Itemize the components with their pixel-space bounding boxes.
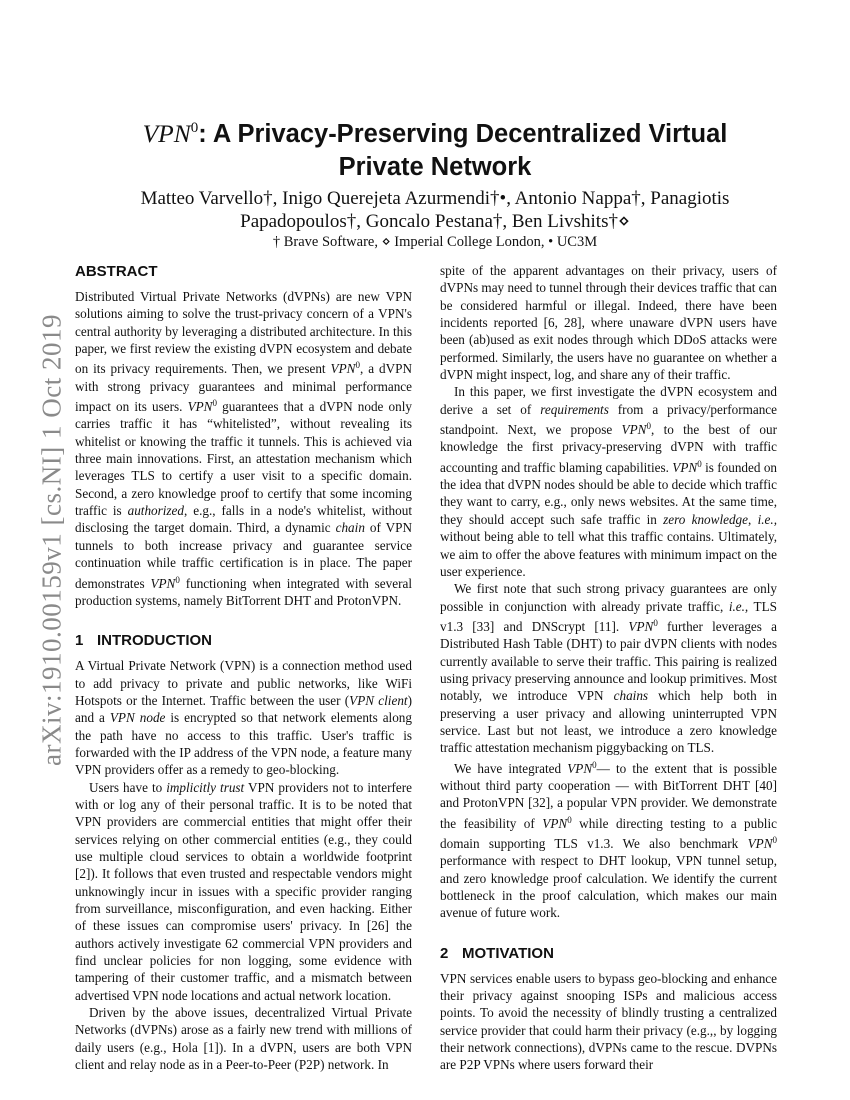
paper-title <box>85 112 785 184</box>
title-line1: : A Privacy-Preserving Decentralized Virtual <box>198 120 728 148</box>
vpn0-symbol: VPN$^0$ <box>187 398 217 415</box>
right-column <box>440 262 777 1074</box>
authors-line2: Papadopoulos†, Goncalo Pestana†, Ben Livshits†⋄ <box>240 211 630 232</box>
vpn0-symbol: VPN$^0$ <box>150 574 180 591</box>
abstract-heading: ABSTRACT <box>75 263 158 280</box>
vpn0-symbol: VPN$^0$ <box>672 458 702 475</box>
vpn0-symbol: VPN$^0$ <box>567 759 597 776</box>
vpn0-symbol: VPN$^0$ <box>330 360 360 377</box>
vpn0-symbol: VPN$^0$ <box>747 835 777 851</box>
affiliations: † Brave Software, ⋄ Imperial College London, • UC3M <box>272 234 598 250</box>
author-list <box>85 187 785 233</box>
authors-line1: Matteo Varvello†, Inigo Querejeta Azurmendi†•, Antonio Nappa†, Panagiotis <box>140 188 730 209</box>
vpn0-symbol: VPN$^0$ <box>628 617 658 634</box>
vpn0-symbol: VPN$^0$ <box>621 421 651 438</box>
intro-paragraph-1: A Virtual Private Network (VPN) is a connection method used to add privacy to private and public networks, like WiFi Hotspots or the Internet. Traffic between the user (VPN client) and a VPN node is encrypted so that network elements along the path have no access to this traffic. User's traffic is forwarded with the IP address of the VPN node, a feature many VPN providers offer as a remedy to geo-blocking. <box>75 658 412 778</box>
title-line2: Private Network <box>338 153 532 181</box>
intro-paragraph-3: Driven by the above issues, decentralized Virtual Private Networks (dVPNs) arose as a fairly new trend with millions of daily users (e.g., Hola [1]). In a dVPN, users are both VPN client and relay node as in a Peer-to-Peer (P2P) network. In <box>75 1005 412 1073</box>
motivation-heading: 2 MOTIVATION <box>440 944 554 962</box>
title-vpn-symbol: VPN$^0$ <box>142 119 199 148</box>
intro-paragraph-6: We first note that such strong privacy guarantees are only possible in conjunction with already private traffic, i.e., TLS v1.3 [33] and DNScrypt [11]. VPN$^0$ further leverages a Distributed Hash Table (DHT) to pair dVPN clients with nodes currently available to serve their traffic. This pairing is realized using privacy preserving announce and lookup primitives. Most notably, we introduce VPN chains which help both in preserving a user privacy and allowing uninterrupted VPN service. Last but not least, we introduce a zero knowledge traffic attestation mechanism piggybacking on TLS. <box>440 581 778 756</box>
arxiv-identifier-stamp: arXiv:1910.00159v1 [cs.NI] 1 Oct 2019 <box>36 314 67 766</box>
left-column <box>75 262 412 1073</box>
intro-paragraph-4: spite of the apparent advantages on their privacy, users of dVPNs may need to tunnel through their devices traffic that can be considered harmful or illegal. Indeed, there have been incidents reported [6, 28], where unaware dVPN users have been (ab)used as exit nodes through which DDoS attacks were performed. Similarly, the users have no guarantee on whether a dVPN might inspect, log, and share any of their traffic. <box>440 263 777 383</box>
vpn0-symbol: VPN$^0$ <box>542 814 572 831</box>
intro-paragraph-5: In this paper, we first investigate the dVPN ecosystem and derive a set of requirements from a privacy/performance standpoint. Next, we propose VPN$^0$, to the best of our knowledge the first privacy-preserving dVPN with traffic accounting and traffic blaming capabilities. VPN$^0$ is founded on the idea that dVPN nodes should be able to decide which traffic they want to carry, e.g., only news websites. At the same time, they should accept such safe traffic in zero knowledge, i.e., without being able to tell what this traffic contains. Ultimately, we aim to offer the above features with minimum impact on the user experience. <box>440 384 778 579</box>
intro-paragraph-2: Users have to implicitly trust VPN providers not to interfere with or log any of their personal traffic. It is to be noted that VPN providers are commercial entities that might offer their services relying on other commercial entities (e.g., they could use multiple cloud services to obtain a worldwide footprint [2]). It follows that even trusted and respectable vendors might unknowingly incur in issues with a specific provider ranging from surveillance, misconfiguration, and even hacking. Either of these issues can compromise users' privacy. In [26] the authors actively investigate 62 commercial VPN providers and find unclear policies for non logging, some evidence with tampering of their customer traffic, and a mismatch between advertised VPN node locations and actual network location. <box>75 779 413 1003</box>
abstract-text: Distributed Virtual Private Networks (dVPNs) are new VPN solutions aiming to solve the trust-privacy concern of a VPN's central authority by leveraging a distributed architecture. In this paper, we first review the existing dVPN ecosystem and debate on its privacy requirements. Then, we present VPN$^0$, a dVPN with strong privacy guarantees and minimal performance impact on its users. VPN$^0$ guarantees that a dVPN node only carries traffic it has “whitelisted”, without revealing its whitelist or knowing the traffic it tunnels. This is achieved via three main innovations. First, an attestation mechanism which leverages TLS to certify a user visit to a specific domain. Second, a zero knowledge proof to certify that some incoming traffic is authorized, e.g., falls in a node's whitelist, without disclosing the target domain. Third, a dynamic chain of VPN tunnels to both increase privacy and guarantee service continuation while traffic certification is in place. The paper demonstrates VPN$^0$ functioning when integrated with several production systems, namely BitTorrent DHT and ProtonVPN. <box>75 289 412 608</box>
introduction-heading: 1 INTRODUCTION <box>75 632 212 650</box>
intro-paragraph-7: We have integrated VPN$^0$— to the extent that is possible without third party cooperation — with BitTorrent DHT [40] and ProtonVPN [32], a popular VPN provider. We demonstrate the feasibility of VPN$^0$ while directing testing to a public domain supporting TLS v1.3. We also benchmark VPN$^0$ performance with respect to DHT lookup, VPN tunnel setup, and zero knowledge proof calculation. We identify the current bottleneck in the proof calculation, which makes our main avenue of future work. <box>440 759 777 921</box>
motivation-paragraph-1: VPN services enable users to bypass geo-blocking and enhance their privacy against snooping ISPs and malicious access points. To avoid the necessity of blindly trusting a centralized service provider that could harm their privacy (e.g.,, by logging their network connections), dVPNs came to the rescue. DVPNs are P2P VPNs where users forward their <box>440 970 777 1073</box>
